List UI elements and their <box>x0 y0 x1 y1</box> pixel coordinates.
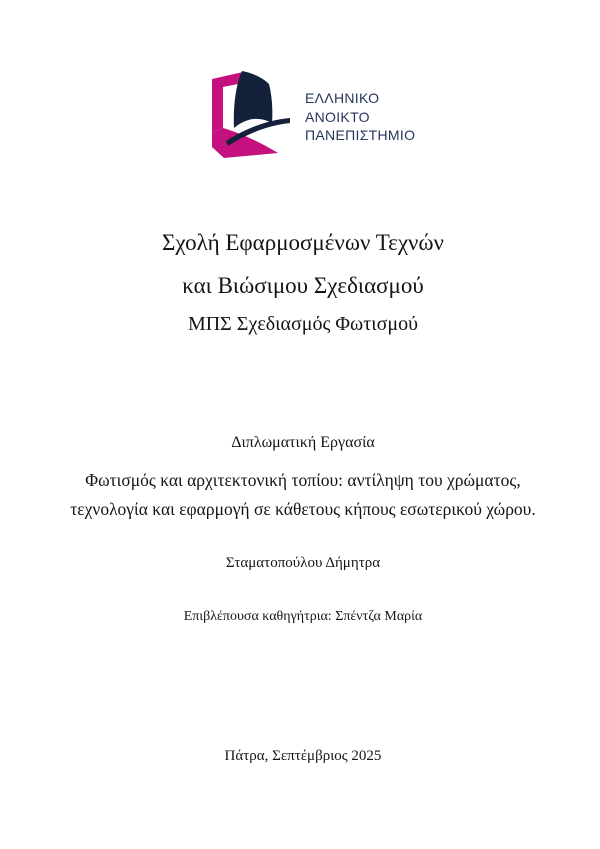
thesis-type-label: Διπλωματική Εργασία <box>231 434 375 451</box>
supervisor-line: Επιβλέπουσα καθηγήτρια: Σπέντζα Μαρία <box>183 609 423 624</box>
school-name-line2: και Βιώσιμου Σχεδιασμού <box>182 273 424 298</box>
university-logo <box>210 70 415 158</box>
thesis-title-line2: τεχνολογία και εφαρμογή σε κάθετους κήπους εσωτερικού χώρου. <box>70 499 536 519</box>
logo-book-cover-shape <box>234 71 273 128</box>
place-and-date: Πάτρα, Σεπτέμβριος 2025 <box>224 748 382 764</box>
program-name: ΜΠΣ Σχεδιασμός Φωτισμού <box>187 313 419 335</box>
author-name: Σταματοπούλου Δήμητρα <box>225 555 381 571</box>
logo-word-line: ΠΑΝΕΠΙΣΤΗΜΙΟ <box>305 127 416 143</box>
logo-word-line: ΑΝΟΙΚΤΟ <box>305 108 370 125</box>
thesis-title-line1: Φωτισμός και αρχιτεκτονική τοπίου: αντίληψη του χρώματος, <box>85 470 521 490</box>
open-book-logo-icon <box>210 70 296 158</box>
university-logo-wordmark <box>305 70 415 145</box>
logo-word-line: ΕΛΛΗΝΙΚΟ <box>305 90 380 106</box>
school-name-line1: Σχολή Εφαρμοσμένων Τεχνών <box>162 230 444 255</box>
